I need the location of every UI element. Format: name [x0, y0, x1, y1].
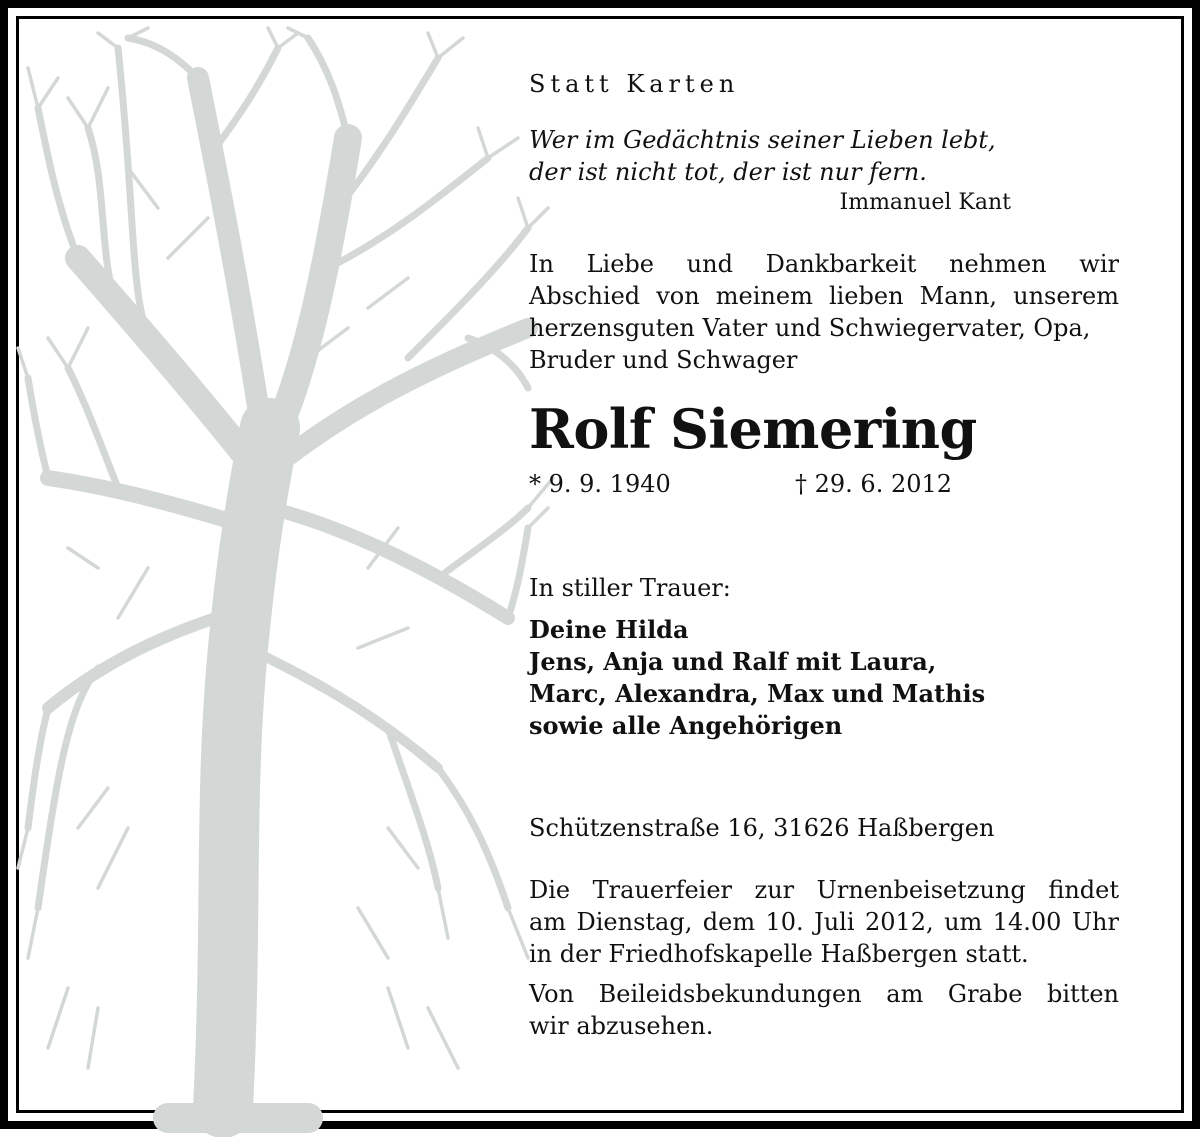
family-member: Marc, Alexandra, Max und Mathis — [529, 679, 986, 708]
deceased-name: Rolf Siemering — [529, 397, 977, 461]
life-dates — [529, 468, 1119, 500]
birth-date: * 9. 9. 1940 — [529, 470, 671, 498]
condolence-line: wir abzusehen. — [529, 1012, 714, 1040]
tree-limb — [48, 478, 253, 528]
header-statt-karten: Statt Karten — [529, 70, 740, 98]
intro-line: In Liebe und Dankbarkeit nehmen wir — [529, 250, 1119, 278]
quote-line: der ist nicht tot, der ist nur fern. — [529, 158, 927, 186]
quote-line: Wer im Gedächtnis seiner Lieben lebt, — [529, 126, 996, 154]
condolence-paragraph — [529, 978, 1119, 1042]
quote — [529, 124, 1119, 188]
quote-author: Immanuel Kant — [839, 190, 1011, 215]
family-member: Jens, Anja und Ralf mit Laura, — [529, 647, 937, 676]
intro-line: Abschied von meinem lieben Mann, unserem — [529, 282, 1119, 310]
ceremony-line: am Dienstag, dem 10. Juli 2012, um 14.00 Uhr — [529, 908, 1119, 936]
address: Schützenstraße 16, 31626 Haßbergen — [529, 814, 995, 842]
intro-line: herzensguten Vater und Schwiegervater, Opa, — [529, 314, 1091, 342]
tree-limb — [270, 138, 348, 448]
intro-line: Bruder und Schwager — [529, 346, 798, 374]
family-member: sowie alle Angehörigen — [529, 711, 843, 740]
tree-limb — [248, 648, 438, 768]
intro-paragraph — [529, 248, 1119, 376]
mourning-label: In stiller Trauer: — [529, 574, 731, 602]
condolence-line: Von Beileidsbekundungen am Grabe bitten — [529, 980, 1119, 1008]
tree-limb — [270, 508, 508, 618]
ceremony-line: Die Trauerfeier zur Urnenbeisetzung findet — [529, 876, 1119, 904]
ceremony-paragraph — [529, 874, 1119, 970]
family-list — [529, 614, 1119, 742]
ceremony-line: in der Friedhofskapelle Haßbergen statt. — [529, 940, 1029, 968]
obituary-text — [529, 66, 1119, 1042]
family-member: Deine Hilda — [529, 615, 689, 644]
death-date: † 29. 6. 2012 — [795, 470, 953, 498]
